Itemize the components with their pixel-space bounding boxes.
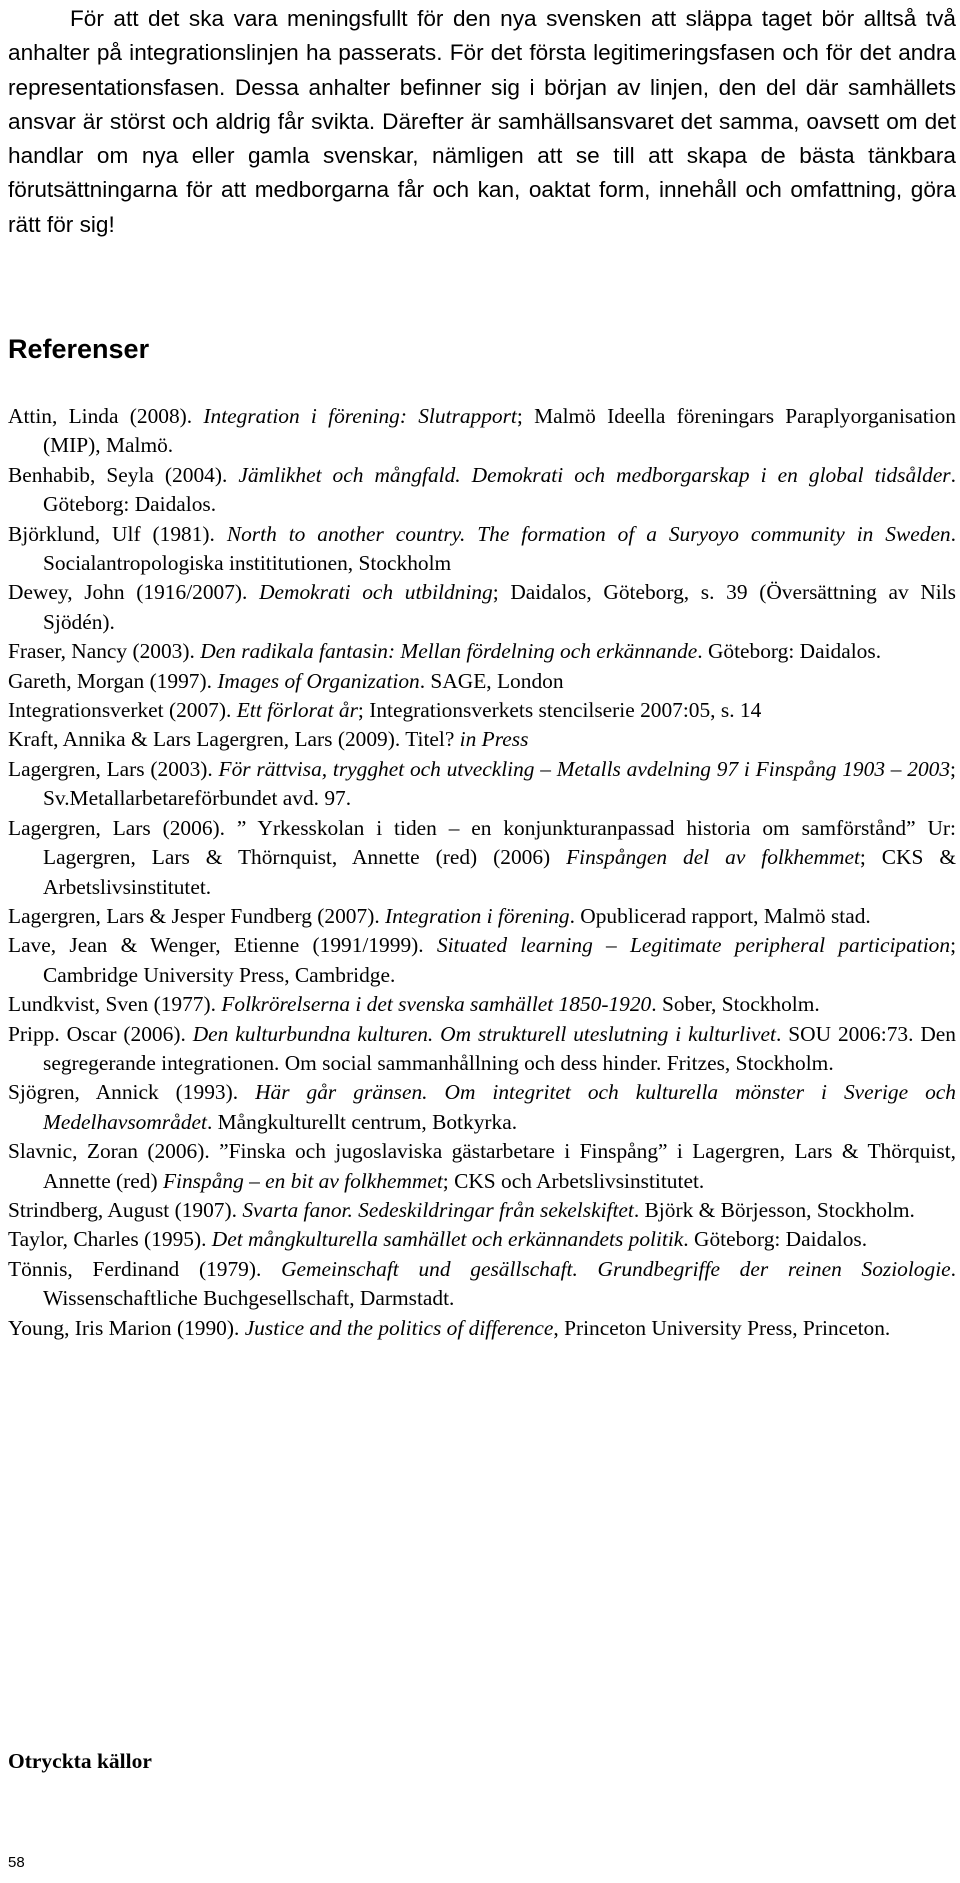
reference-entry <box>8 931 956 990</box>
reference-publisher: . SAGE, London <box>419 668 564 693</box>
reference-publisher: . Björk & Börjesson, Stockholm. <box>633 1197 915 1222</box>
reference-publisher: . SOU 2006:73. Den segregerande integrationen. Om social sammanhållning och dess hinder. Fritzes, Stockholm. <box>43 1021 956 1075</box>
reference-title: Integration i förening <box>385 903 570 928</box>
reference-title: Folkrörelserna i det svenska samhället 1850-1920 <box>221 992 652 1017</box>
reference-author-year: Tönnis, Ferdinand (1979). <box>8 1256 282 1281</box>
reference-author-year: Benhabib, Seyla (2004). <box>8 462 239 487</box>
reference-entry <box>8 1225 956 1254</box>
reference-publisher: . Opublicerad rapport, Malmö stad. <box>569 903 871 928</box>
reference-entry <box>8 461 956 520</box>
reference-entry <box>8 990 956 1019</box>
reference-title: Demokrati och utbildning <box>259 580 493 605</box>
reference-title: Svarta fanor. Sedeskildringar från sekelskiftet <box>242 1197 634 1222</box>
reference-entry <box>8 637 956 666</box>
reference-publisher: ; Daidalos, Göteborg, s. 39 (Översättning av Nils Sjödén). <box>43 580 956 634</box>
reference-title: Finspången del av folkhemmet <box>566 845 860 870</box>
reference-title: Finspång – en bit av folkhemmet <box>162 1168 443 1193</box>
reference-title: Ett förlorat år <box>236 698 358 723</box>
reference-author-year: Fraser, Nancy (2003). <box>8 639 201 664</box>
reference-publisher: ; CKS och Arbetslivsinstitutet. <box>442 1168 705 1193</box>
reference-author-year: Attin, Linda (2008). <box>8 404 204 428</box>
reference-entry <box>8 1020 956 1079</box>
reference-entry <box>8 725 956 754</box>
reference-author-year: Lagergren, Lars & Jesper Fundberg (2007). <box>8 903 386 928</box>
reference-publisher: . Wissenschaftliche Buchgesellschaft, Darmstadt. <box>43 1256 956 1311</box>
reference-publisher: ; Integrationsverkets stencilserie 2007:05, s. 14 <box>357 698 762 723</box>
reference-publisher: ; Sv.Metallarbetareförbundet avd. 97. <box>43 756 956 811</box>
reference-author-year: Lave, Jean & Wenger, Etienne (1991/1999). <box>8 933 437 958</box>
reference-publisher: . Mångkulturellt centrum, Botkyrka. <box>206 1109 518 1134</box>
reference-author-year: Strindberg, August (1907). <box>8 1197 243 1222</box>
unprinted-sources-heading: Otryckta källor <box>8 1749 152 1773</box>
reference-publisher: . Göteborg: Daidalos. <box>683 1227 868 1252</box>
reference-title: in Press <box>459 727 529 752</box>
reference-entry <box>8 402 956 461</box>
reference-publisher: . Göteborg: Daidalos. <box>697 639 882 664</box>
reference-title: Här går gränsen. Om integritet och kulturella mönster i Sverige och Medelhavsområdet <box>43 1080 956 1134</box>
reference-author-year: Sjögren, Annick (1993). <box>8 1080 256 1105</box>
reference-entry <box>8 814 956 902</box>
reference-entry <box>8 1314 956 1343</box>
reference-title: North to another country. The formation of a Suryoyo community in Sweden <box>226 521 951 546</box>
reference-title: Den radikala fantasin: Mellan fördelning och erkännande <box>200 639 698 664</box>
reference-author-year: Lagergren, Lars (2006). ” Yrkesskolan i tiden – en konjunkturanpassad historia om samförstånd” Ur: Lagergren, Lars & Thörnquist, Annette (red) (2006) <box>8 815 956 870</box>
reference-entry <box>8 578 956 637</box>
page-number: 58 <box>8 1854 25 1871</box>
reference-publisher: ; Malmö Ideella föreningars Paraplyorganisation (MIP), Malmö. <box>43 404 956 458</box>
reference-author-year: Gareth, Morgan (1997). <box>8 668 218 693</box>
reference-author-year: Integrationsverket (2007). <box>8 698 237 723</box>
reference-entry <box>8 1078 956 1137</box>
reference-author-year: Kraft, Annika & Lars Lagergren, Lars (2009). Titel? <box>8 727 460 752</box>
reference-title: Integration i förening: Slutrapport <box>203 404 517 428</box>
reference-title: Det mångkulturella samhället och erkännandets politik <box>211 1227 684 1252</box>
reference-title: Situated learning – Legitimate peripheral participation <box>436 933 951 958</box>
reference-entry <box>8 520 956 579</box>
reference-publisher: . Socialantropologiska instititutionen, Stockholm <box>43 521 956 576</box>
reference-title: Jämlikhet och mångfald. Demokrati och medborgarskap i en global tidsålder <box>238 462 951 487</box>
reference-title: Images of Organization <box>217 668 420 693</box>
reference-author-year: Slavnic, Zoran (2006). ”Finska och jugoslaviska gästarbetare i Finspång” i Lagergren, Lars & Thörquist, Annette (red) <box>8 1139 956 1193</box>
body-paragraph: För att det ska vara meningsfullt för den nya svensken att släppa taget bör alltså två anhalter på integrationslinjen ha passerats. För det första legitimeringsfasen och för det andra representationsfasen. Dessa anhalter befinner sig i början av linjen, den del där samhällets ansvar är störst och aldrig får svikta. Därefter är samhällsansvaret det samma, oavsett om det handlar om nya eller gamla svenskar, nämligen att se till att skapa de bästa tänkbara förutsättningarna för att medborgarna får och kan, oaktat form, innehåll och omfattning, göra rätt för sig! <box>8 6 956 237</box>
reference-entry <box>8 1255 956 1314</box>
reference-entry <box>8 1137 956 1196</box>
reference-title: För rättvisa, trygghet och utveckling – Metalls avdelning 97 i Finspång 1903 – 2003 <box>218 756 951 781</box>
references-heading: Referenser <box>8 334 150 364</box>
reference-author-year: Lundkvist, Sven (1977). <box>8 992 222 1017</box>
reference-publisher: ; CKS & Arbetslivsinstitutet. <box>43 845 956 899</box>
reference-title: Justice and the politics of difference <box>244 1315 554 1340</box>
reference-entry <box>8 755 956 814</box>
reference-publisher: . Sober, Stockholm. <box>651 992 820 1017</box>
reference-author-year: Taylor, Charles (1995). <box>8 1227 212 1252</box>
reference-author-year: Lagergren, Lars (2003). <box>8 756 219 781</box>
reference-title: Gemeinschaft und gesällschaft. Grundbegriffe der reinen Soziologie <box>281 1256 951 1281</box>
reference-author-year: Pripp. Oscar (2006). <box>8 1021 193 1046</box>
reference-title: Den kulturbundna kulturen. Om strukturell uteslutning i kulturlivet <box>192 1021 776 1046</box>
reference-publisher: , Princeton University Press, Princeton. <box>553 1315 891 1340</box>
reference-entry <box>8 696 956 725</box>
reference-author-year: Young, Iris Marion (1990). <box>8 1315 245 1340</box>
reference-entry <box>8 902 956 931</box>
reference-publisher: . Göteborg: Daidalos. <box>43 462 956 517</box>
reference-publisher: ; Cambridge University Press, Cambridge. <box>43 933 957 987</box>
reference-author-year: Dewey, John (1916/2007). <box>8 580 260 605</box>
reference-entry <box>8 667 956 696</box>
reference-author-year: Björklund, Ulf (1981). <box>8 521 227 546</box>
reference-entry <box>8 1196 956 1225</box>
reference-list <box>8 402 956 1343</box>
